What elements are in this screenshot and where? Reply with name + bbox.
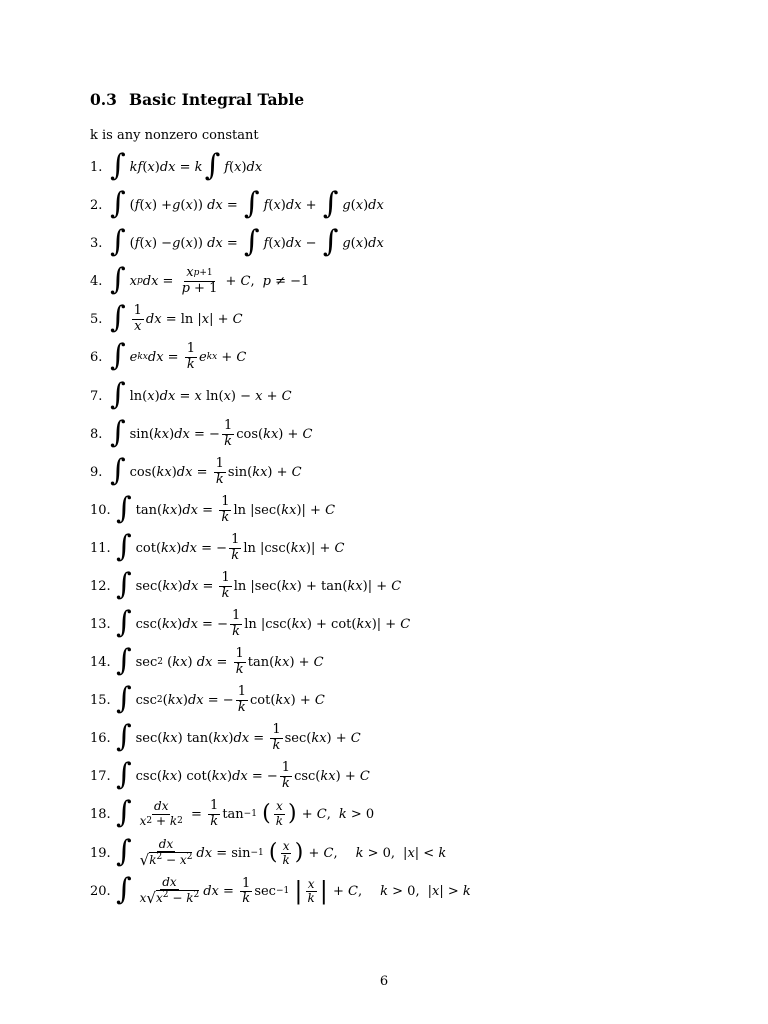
formula-number: 19. [90, 845, 111, 861]
formula-number: 4. [90, 273, 103, 289]
formula-expression: ∫ cos( kx ) dx = $\frac{1}{k}$ sin( kx ) + C [110, 453, 302, 488]
subtitle: k is any nonzero constant [90, 128, 259, 143]
formula-number: 20. [90, 883, 111, 899]
formula-number: 1. [90, 159, 103, 175]
formula-10 [90, 491, 336, 526]
formula-expression: ∫ kf ( x ) dx = k ∫ f ( x ) dx [110, 148, 263, 183]
formula-8 [90, 415, 313, 450]
formula-number: 2. [90, 197, 103, 213]
formula-expression: ∫ sec( kx ) tan( kx ) dx = $\frac{1}{k}$ sec( kx ) + C [116, 719, 361, 754]
formula-number: 9. [90, 464, 103, 480]
formula-expression: ∫ $\frac{1}{x}$ dx = ln | x | + C [110, 300, 243, 335]
formula-5 [90, 300, 243, 335]
formula-number: 10. [90, 502, 111, 518]
formula-16 [90, 719, 361, 754]
formula-number: 6. [90, 349, 103, 365]
formula-7 [90, 377, 292, 412]
formula-expression: ∫ sec( kx ) dx = $\frac{1}{k}$ ln |sec( kx ) + tan( kx )| + C [116, 567, 402, 602]
formula-expression: ∫ ln( x ) dx = x ln( x ) − x + C [110, 377, 292, 412]
formula-number: 12. [90, 578, 111, 594]
section-title-text: Basic Integral Table [129, 90, 305, 109]
formula-expression: ∫ csc 2 ( kx ) dx = − $\frac{1}{k}$ cot( kx ) + C [116, 681, 325, 716]
formula-20 [90, 872, 471, 908]
formula-2 [90, 186, 384, 221]
formula-4 [90, 262, 310, 297]
formula-12 [90, 567, 402, 602]
formula-number: 5. [90, 311, 103, 327]
formula-18 [90, 795, 375, 830]
formula-17 [90, 757, 370, 792]
formula-expression: ∫ sec 2 ( kx ) dx = $\frac{1}{k}$ tan( kx ) + C [116, 643, 324, 678]
formula-number: 14. [90, 654, 111, 670]
formula-expression: ∫ cot( kx ) dx = − $\frac{1}{k}$ ln |csc( kx )| + C [116, 529, 345, 564]
page-number: 6 [379, 974, 389, 989]
formula-expression: ∫ tan( kx ) dx = $\frac{1}{k}$ ln |sec( kx )| + C [116, 491, 336, 526]
formula-number: 7. [90, 388, 103, 404]
formula-number: 3. [90, 235, 103, 251]
formula-number: 11. [90, 540, 111, 556]
formula-14 [90, 643, 324, 678]
formula-13 [90, 605, 411, 640]
formula-15 [90, 681, 325, 716]
formula-number: 15. [90, 692, 111, 708]
formula-19 [90, 834, 447, 870]
formula-expression: ∫ csc( kx ) dx = − $\frac{1}{k}$ ln |csc( kx ) + cot( kx )| + C [116, 605, 411, 640]
formula-number: 18. [90, 806, 111, 822]
formula-number: 8. [90, 426, 103, 442]
formula-number: 16. [90, 730, 111, 746]
formula-expression: ∫ dx x 2 + k 2 = $\frac{1}{k}$ tan −1 ( $\frac{x}{k}$ ) + C , k > 0 [116, 795, 375, 830]
formula-expression: ∫ ( f ( x ) − g ( x )) dx = ∫ f ( x ) dx − ∫ g ( x ) dx [110, 224, 384, 259]
formula-6 [90, 338, 247, 373]
formula-number: 13. [90, 616, 111, 632]
section-title [90, 90, 304, 109]
formula-expression: ∫ dx x √ $x^2 - k^2$ dx = $\frac{1}{k}$ sec −1 | $\frac{x}{k}$ | + C , k > 0, | x | > k [116, 872, 471, 908]
formula-9 [90, 453, 302, 488]
formula-expression: ∫ e kx dx = $\frac{1}{k}$ e kx + C [110, 338, 247, 373]
section-number: 0.3 [90, 90, 117, 109]
formula-number: 17. [90, 768, 111, 784]
formula-expression: ∫ x p dx = x p+1 p + 1 + C , p ≠ −1 [110, 262, 310, 297]
formula-11 [90, 529, 345, 564]
formula-1 [90, 148, 263, 183]
formula-3 [90, 224, 384, 259]
formula-expression: ∫ csc( kx ) cot( kx ) dx = − $\frac{1}{k}$ csc( kx ) + C [116, 757, 370, 792]
formula-expression: ∫ ( f ( x ) + g ( x )) dx = ∫ f ( x ) dx + ∫ g ( x ) dx [110, 186, 384, 221]
formula-expression: ∫ dx √ $k^2 - x^2$ dx = sin −1 ( $\frac{x}{k}$ ) + C , k > 0, | x | < k [116, 834, 447, 870]
formula-expression: ∫ sin( kx ) dx = − $\frac{1}{k}$ cos( kx ) + C [110, 415, 313, 450]
